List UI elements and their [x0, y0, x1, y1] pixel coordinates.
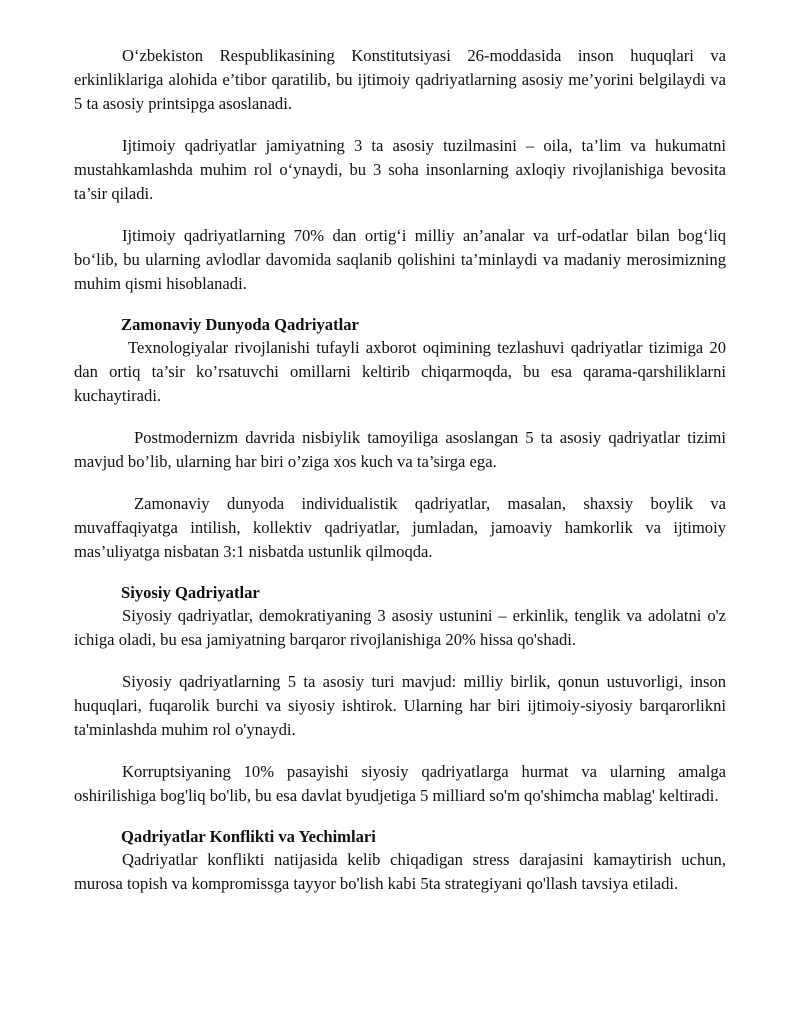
section-heading-political-values: Siyosiy Qadriyatlar	[121, 583, 260, 602]
section-heading-modern-world: Zamonaviy Dunyoda Qadriyatlar	[121, 315, 359, 334]
paragraph-corruption: Korruptsiyaning 10% pasayishi siyosiy qadriyatlarga hurmat va ularning amalga oshirilishiga bog'liq bo'lib, bu esa davlat byudjetiga 5 milliard so'm qo'shimcha mablag' keltiradi.	[74, 762, 726, 805]
paragraph-national-traditions: Ijtimoiy qadriyatlarning 70% dan ortig‘i milliy an’analar va urf-odatlar bilan bog‘liq bo‘lib, bu ularning avlodlar davomida saqlanib qolishini ta’minlaydi va madaniy merosimizning muhim qismi hisoblanadi.	[74, 226, 726, 293]
paragraph-conflict-strategies: Qadriyatlar konflikti natijasida kelib chiqadigan stress darajasini kamaytirish uchun, murosa topish va kompromissga tayyor bo'lish kabi 5ta strategiyani qo'llash tavsiya etiladi.	[74, 850, 726, 893]
document-body	[74, 44, 726, 896]
paragraph-constitution: O‘zbekiston Respublikasining Konstitutsiyasi 26-moddasida inson huquqlari va erkinliklariga alohida e’tibor qaratilib, bu ijtimoiy qadriyatlarning asosiy me’yorini belgilaydi va 5 ta asosiy printsipga asoslanadi.	[74, 46, 726, 113]
paragraph-technology: Texnologiyalar rivojlanishi tufayli axborot oqimining tezlashuvi qadriyatlar tizimiga 20 dan ortiq ta’sir ko’rsatuvchi omillarni keltirib chiqarmoqda, bu esa qarama-qarshiliklarni kuchaytiradi.	[74, 338, 726, 405]
paragraph-democracy: Siyosiy qadriyatlar, demokratiyaning 3 asosiy ustunini – erkinlik, tenglik va adolatni o'z ichiga oladi, bu esa jamiyatning barqaror rivojlanishiga 20% hissa qo'shadi.	[74, 606, 726, 649]
paragraph-social-structures: Ijtimoiy qadriyatlar jamiyatning 3 ta asosiy tuzilmasini – oila, ta’lim va hukumatni mustahkamlashda muhim rol o‘ynaydi, bu 3 soha insonlarning axloqiy rivojlanishiga bevosita ta’sir qiladi.	[74, 136, 726, 203]
paragraph-individualism: Zamonaviy dunyoda individualistik qadriyatlar, masalan, shaxsiy boylik va muvaffaqiyatga intilish, kollektiv qadriyatlar, jumladan, jamoaviy hamkorlik va ijtimoiy mas’uliyatga nisbatan 3:1 nisbatda ustunlik qilmoqda.	[74, 494, 726, 561]
paragraph-postmodernism: Postmodernizm davrida nisbiylik tamoyiliga asoslangan 5 ta asosiy qadriyatlar tizimi mavjud bo’lib, ularning har biri o’ziga xos kuch va ta’sirga ega.	[74, 428, 726, 471]
paragraph-political-types: Siyosiy qadriyatlarning 5 ta asosiy turi mavjud: milliy birlik, qonun ustuvorligi, inson huquqlari, fuqarolik burchi va siyosiy ishtirok. Ularning har biri ijtimoiy-siyosiy barqarorlikni ta'minlashda muhim rol o'ynaydi.	[74, 672, 726, 739]
section-heading-value-conflict: Qadriyatlar Konflikti va Yechimlari	[121, 827, 376, 846]
